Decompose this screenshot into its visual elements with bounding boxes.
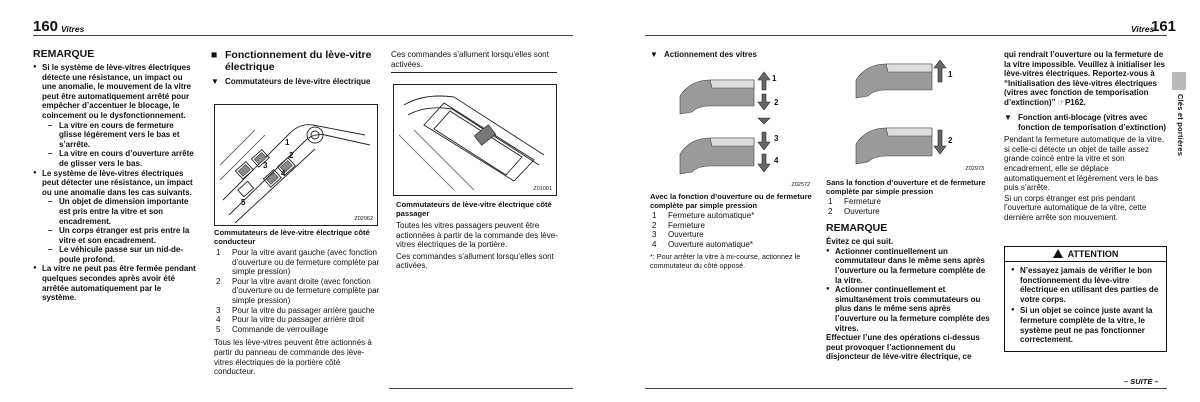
figb-label-1: 1 [948,70,953,79]
effet-text: Effectuer l’une des opérations ci-dessus peut provoquer l’actionnement du disjoncteur de lève-vitre électrique, ce [826,333,980,362]
col3-paragraph-1: Toutes les vitres passagers peuvent être actionnées à partir de la commande des lève-vitres électriques de la portière. [396,221,558,250]
list-item: – Un corps étranger est pris entre la vitre et son encadrement. [48,226,197,245]
figb-label-2: 2 [948,136,953,145]
remarque-bullet-2: Le système de lève-vitres électriques peut détecter une résistance, un impact ou une anomalie dans les cas suivants. [42,168,193,197]
figb-code: Z02973 [965,166,984,172]
list-item: – Un objet de dimension importante est pris entre la vitre et son encadrement. [48,197,197,226]
list-item: 5 Commande de verrouillage [216,324,329,334]
passenger-switch-drawing [394,85,556,195]
left-section-fonctionnement [211,50,381,87]
warning-triangle-icon [1053,249,1063,258]
continuation-text: qui rendrait l’ouverture ou la fermeture de la vitre impossible. Veuillez à initialiser les lève-vitres électriques. Reportez-vous à “Initialisation des lève-vitres électriques (vitres avec fonction de temporisation d’extinction)” ☞P162. [1004,50,1165,107]
window-operation-drawing-a [650,66,812,190]
col3-top-text: Ces commandes s’allument lorsqu’elles sont activées. [391,50,549,69]
anti-blocage-section [1004,113,1167,223]
list-item [33,63,197,169]
left-remarque [33,48,197,303]
list-item: 4 Ouverture automatique* [652,239,753,249]
list-item: ● Si un objet se coince juste avant la fermeture complète de la vitre, le système peut ne pas fonctionner correctement. [1011,306,1162,344]
right-bottom-rule [645,388,1167,389]
chapter-tab-label: Clés et portières [1176,94,1185,157]
list-item [33,169,197,265]
actionnement-heading [650,50,812,60]
right-col2-text [826,178,990,362]
left-bottom-rule [389,388,573,389]
fig1-label-3: 3 [263,161,268,170]
right-page-number: 161 [1151,18,1177,35]
window-operation-drawing-b [826,52,986,174]
driver-switch-drawing [215,105,377,225]
passenger-switch-caption-block [396,200,558,271]
remarque-bullet-1: Si le système de lève-vitres électriques détecte une résistance, un impact ou une anomalie, le mouvement de la vitre peut être automatiquement arrêté pour empêcher d’accentuer le blocage, le coincement ou le dysfonctionnement. [42,63,191,120]
list-item: 2 Fermeture [652,220,705,230]
right-remarque-title: REMARQUE [826,222,888,235]
list-item: 3 Ouverture [652,230,704,240]
left-page-header: Vitres [61,24,85,34]
anti-title: Fonction anti-blocage (vitres avec fonction de temporisation d’extinction) [1018,113,1166,132]
chapter-tab [1172,72,1186,90]
col3-rule [391,72,557,73]
actionnement-marker: ▼ [650,50,658,59]
fig2-caption: Commutateurs de lève-vitre électrique côté passager [396,200,552,218]
right-header-rule [645,35,1167,36]
figb-caption: Sans la fonction d’ouverture et de fermeture complète par simple pression [826,178,986,196]
attention-title: ATTENTION [1067,249,1119,259]
fig1-code: Z02962 [354,216,373,222]
list-item: 4 Pour la vitre du passager arrière droit [216,315,365,325]
list-item: 2 Pour la vitre avant droite (avec fonction d’ouverture ou de fermeture complète par simple pression) [216,276,380,305]
list-item: – La vitre en cours de fermeture glisse légèrement vers le bas et s’arrête. [48,121,197,150]
driver-switch-figure [214,104,378,226]
right-page-header: Vitres [1131,24,1155,34]
actionnement-title: Actionnement des vitres [664,50,757,59]
window-operation-figure-a [650,66,812,190]
figure-a-caption-block [650,192,812,271]
list-item: ● Actionner continuellement un commutateur dans le même sens après l’ouverture ou la fermeture complète de la vitre. [826,247,990,285]
list-item: – Le véhicule passe sur un nid-de-poule profond. [48,245,197,264]
list-item: 1 Fermeture automatique* [652,211,755,220]
right-col3-cont [1004,50,1167,108]
list-item: 3 Pour la vitre du passager arrière gauche [216,305,375,315]
figure-a-list [650,211,812,249]
list-item: 2 Ouverture [828,206,880,216]
anti-paragraph-1: Pendant la fermeture automatique de la vitre, si celle-ci détecte un objet de taille assez grande coincé entre la vitre et son encadrement, elle se déplace automatiquement et légèrement vers le bas puis s’arrête. [1004,135,1165,193]
evitez-text: Évitez ce qui suit. [826,237,894,247]
remarque-title: REMARQUE [33,48,95,60]
section-marker: ■ [211,49,218,61]
list-item: 1 Pour la vitre avant gauche (avec fonction d’ouverture ou de fermeture complète par simple pression) [216,248,380,277]
list-item: – La vitre en cours d’ouverture arrête de glisser vers le bas. [48,149,197,168]
figa-label-3: 3 [774,134,779,143]
suite-marker: – SUITE – [1124,377,1159,386]
driver-switch-paragraph: Tous les lève-vitres peuvent être actionnés à partir du panneau de commande des lève-vitres électriques de la portière côté conducteur. [214,338,372,377]
fig1-label-2: 2 [289,151,294,160]
section-title: Fonctionnement du lève-vitre électrique [225,49,372,73]
fig1-label-5: 5 [241,198,246,207]
subsection-marker: ▼ [211,77,219,86]
driver-switch-list [214,248,380,334]
figa-caption: Avec la fonction d’ouverture ou de fermeture complète par simple pression [650,192,812,210]
fig1-label-4: 4 [281,169,286,178]
evitez-list [826,247,990,333]
left-page-number: 160 [33,18,59,35]
figa-label-4: 4 [774,156,779,165]
attention-header [1005,247,1166,262]
figa-label-1: 1 [772,74,777,83]
list-item: ● N’essayez jamais de vérifier le bon fonctionnement du lève-vitre électrique en utilisant des parties de votre corps. [1011,266,1162,304]
left-col3-top [391,50,557,69]
fig1-caption: Commutateurs de lève-vitre électrique côté conducteur [214,228,370,246]
passenger-switch-figure [393,84,557,196]
left-header-rule [33,35,573,36]
figa-label-2: 2 [774,98,779,107]
fig1-label-1: 1 [285,138,290,147]
figa-code: Z02572 [791,182,810,188]
window-operation-figure-b [826,52,986,174]
attention-box [1004,246,1167,352]
list-item: ● La vitre ne peut pas être fermée pendant quelques secondes après avoir été arrêtée automatiquement par le système. [33,264,197,302]
col3-paragraph-2: Ces commandes s’allument lorsqu’elles sont activées. [396,251,554,271]
figure-b-list [826,197,990,216]
anti-marker: ▼ [1004,113,1012,122]
figure-a-footnote: *: Pour arrêter la vitre à mi-course, actionnez le commutateur du côté opposé. [650,252,801,270]
anti-paragraph-2: Si un corps étranger est pris pendant l’ouverture automatique de la vitre, cette dernière arrête son mouvement. [1004,193,1147,222]
attention-list [1005,262,1166,345]
subsection-title: Commutateurs de lève-vitre électrique [225,77,371,86]
driver-switch-caption-block [214,228,380,377]
remarque-list [33,63,197,303]
list-item: ● Actionner continuellement et simultanément trois commutateurs ou plus dans le même sens après l’ouverture ou la fermeture complète des vitres. [826,285,990,333]
fig2-code: Z01001 [533,186,552,192]
list-item: 1 Fermeture [828,197,881,206]
